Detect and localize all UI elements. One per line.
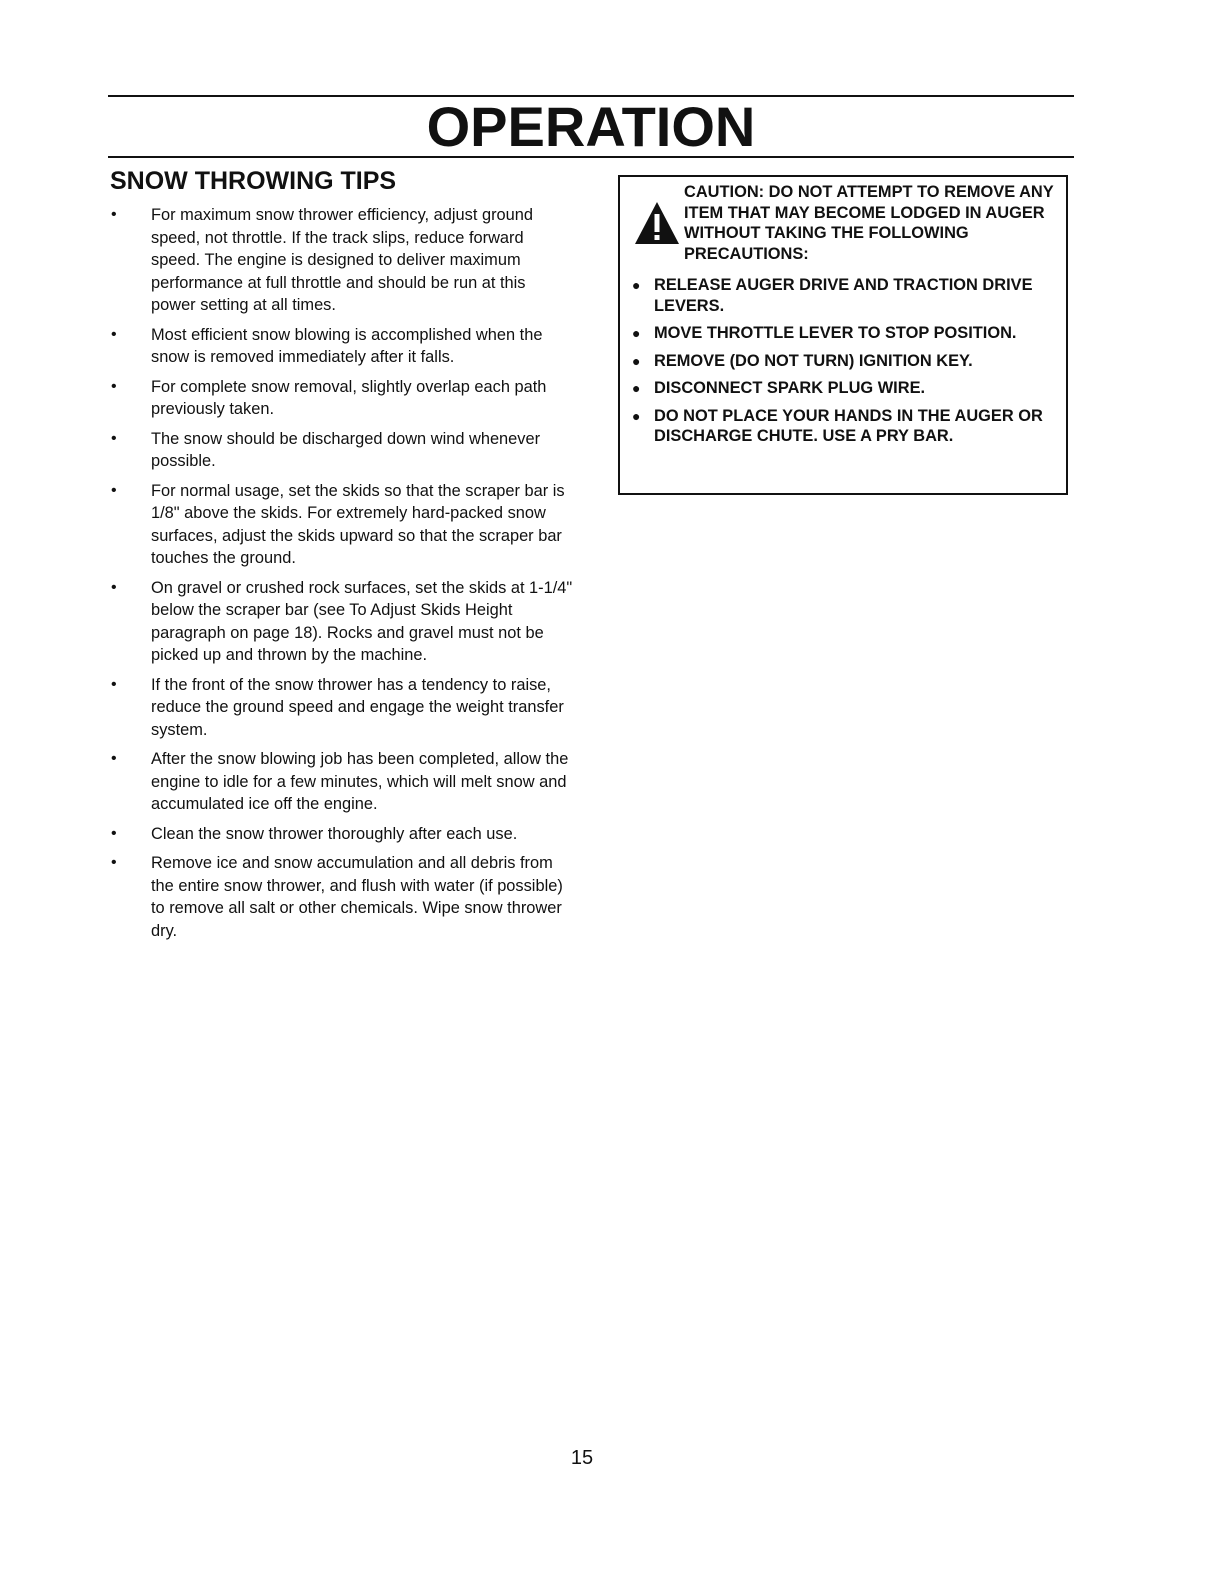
- tip-item: [108, 428, 574, 473]
- precaution-item: [630, 323, 1062, 344]
- tip-item: [108, 204, 574, 317]
- precaution-item: [630, 378, 1062, 399]
- precaution-text: DO NOT PLACE YOUR HANDS IN THE AUGER OR DISCHARGE CHUTE. USE A PRY BAR.: [654, 406, 1043, 445]
- precaution-text: DISCONNECT SPARK PLUG WIRE.: [654, 379, 926, 397]
- tip-item: [108, 852, 574, 942]
- bullet-icon: ●: [632, 407, 641, 424]
- bullet-icon: •: [111, 325, 117, 343]
- section-heading-snow-throwing-tips: SNOW THROWING TIPS: [110, 167, 397, 195]
- bullet-icon: •: [111, 578, 117, 596]
- tip-text: Most efficient snow blowing is accomplished when the snow is removed immediately after it falls.: [151, 325, 543, 366]
- snow-throwing-tips-list: [108, 204, 574, 949]
- bullet-icon: •: [111, 675, 117, 693]
- tip-text: The snow should be discharged down wind whenever possible.: [151, 429, 541, 470]
- bullet-icon: ●: [632, 277, 641, 293]
- caution-text: CAUTION: DO NOT ATTEMPT TO REMOVE ANY ITEM THAT MAY BECOME LODGED IN AUGER WITHOUT TAKING THE FOLLOWING PRECAUTIONS:: [684, 183, 1054, 263]
- page-title: OPERATION: [426, 95, 756, 158]
- caution-box: [618, 175, 1068, 495]
- tip-text: After the snow blowing job has been completed, allow the engine to idle for a few minutes, which will melt snow and accumulated ice off the engine.: [151, 750, 569, 813]
- bullet-icon: •: [111, 750, 117, 767]
- header-bottom-rule: [108, 156, 1074, 158]
- tip-item: [108, 577, 574, 667]
- precaution-item: [630, 275, 1062, 316]
- tip-item: [108, 376, 574, 421]
- bullet-icon: ●: [632, 352, 641, 369]
- bullet-icon: •: [111, 824, 117, 842]
- precaution-item: [630, 351, 1062, 372]
- warning-triangle-icon: [634, 201, 680, 245]
- bullet-icon: ●: [632, 325, 641, 341]
- tip-item: [108, 674, 574, 742]
- tip-text: On gravel or crushed rock surfaces, set the skids at 1-1/4" below the scraper bar (see To Adjust Skids Height paragraph on page 18). Rocks and gravel must not be picked up and thrown by the machine.: [151, 578, 573, 664]
- precaution-text: RELEASE AUGER DRIVE AND TRACTION DRIVE LEVERS.: [654, 276, 1033, 315]
- bullet-icon: •: [111, 429, 117, 447]
- bullet-icon: •: [111, 854, 117, 871]
- tip-text: Remove ice and snow accumulation and all debris from the entire snow thrower, and flush with water (if possible) to remove all salt or other chemicals. Wipe snow thrower dry.: [151, 854, 563, 940]
- tip-item: [108, 823, 574, 846]
- bullet-icon: •: [111, 377, 117, 395]
- precaution-item: [630, 406, 1062, 447]
- bullet-icon: •: [111, 481, 117, 499]
- tip-text: For normal usage, set the skids so that the scraper bar is 1/8" above the skids. For extremely hard-packed snow surfaces, adjust the skids upward so that the scraper bar touches the ground.: [151, 481, 565, 567]
- tip-text: For complete snow removal, slightly overlap each path previously taken.: [151, 377, 547, 418]
- tip-item: [108, 480, 574, 570]
- tip-item: [108, 748, 574, 816]
- tip-item: [108, 324, 574, 369]
- tip-text: If the front of the snow thrower has a tendency to raise, reduce the ground speed and engage the weight transfer system.: [151, 675, 564, 739]
- tip-text: For maximum snow thrower efficiency, adjust ground speed, not throttle. If the track slips, reduce forward speed. The engine is designed to deliver maximum performance at full throttle and should be run at this power setting at all times.: [151, 206, 533, 314]
- tip-text: Clean the snow thrower thoroughly after each use.: [151, 824, 518, 843]
- precaution-list: [630, 275, 1062, 454]
- precaution-text: REMOVE (DO NOT TURN) IGNITION KEY.: [654, 351, 973, 370]
- bullet-icon: ●: [632, 380, 641, 396]
- precaution-text: MOVE THROTTLE LEVER TO STOP POSITION.: [654, 324, 1017, 342]
- page-number: 15: [570, 1447, 594, 1469]
- bullet-icon: •: [111, 206, 117, 223]
